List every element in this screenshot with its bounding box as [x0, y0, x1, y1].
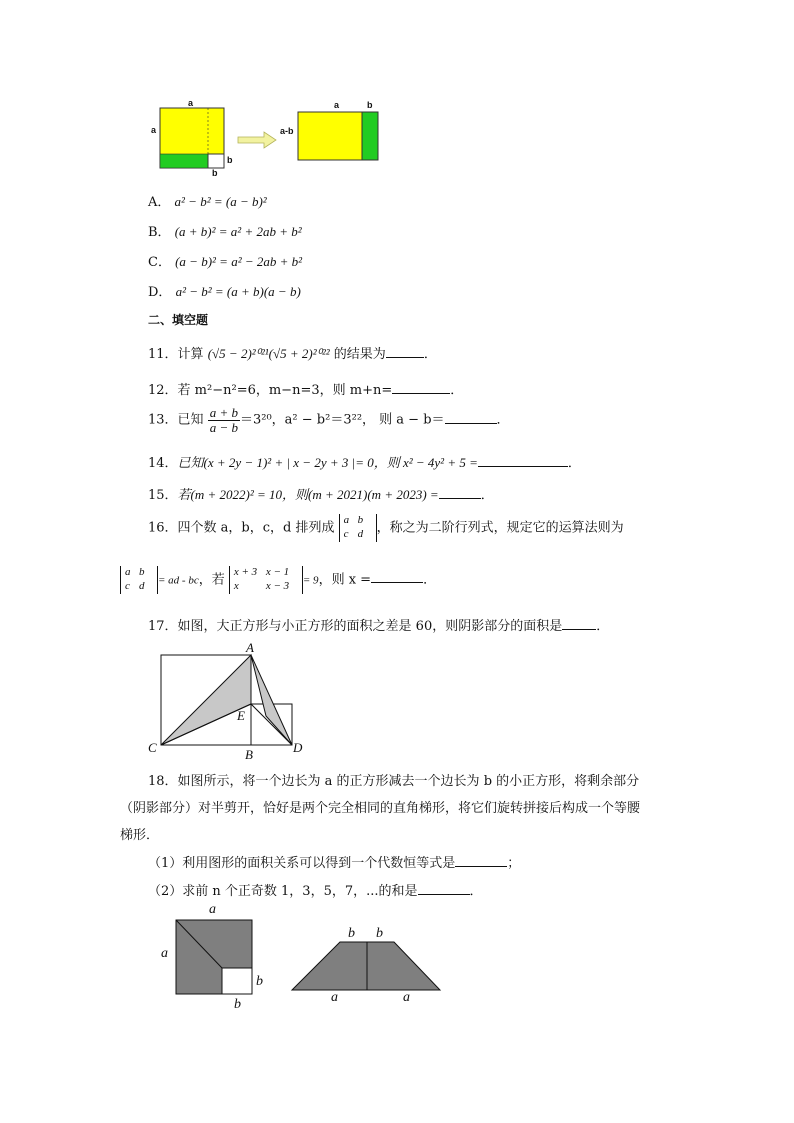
- answer-blank-16[interactable]: [371, 570, 423, 583]
- label-rect-a-minus-b: a-b: [280, 126, 294, 136]
- answer-blank-11[interactable]: [386, 345, 424, 358]
- question-16-line-1: 16．四个数 a，b，c，d 排列成 a b c d ，称之为二阶行列式，规定它的运算法则为: [148, 514, 624, 540]
- green-strip: [160, 154, 208, 168]
- question-14: 14．已知(x + 2y − 1)² + | x − 2y + 3 |= 0，则 x² − 4y² + 5 = ．: [148, 455, 581, 471]
- option-b[interactable]: B． (a + b)² = a² + 2ab + b²: [148, 224, 302, 240]
- answer-blank-13[interactable]: [445, 411, 497, 424]
- fig18-label-trap-a1: a: [331, 990, 338, 1005]
- question-18-part-1: （1）利用图形的面积关系可以得到一个代数恒等式是 ；: [148, 856, 521, 871]
- label-rect-b: b: [367, 100, 373, 110]
- option-d[interactable]: D． a² − b² = (a + b)(a − b): [148, 284, 301, 300]
- question-17: 17．如图，大正方形与小正方形的面积之差是 60，则阴影部分的面积是 ．: [148, 619, 610, 634]
- question-16-line-2: a b c d = ad - bc，若 x + 3 x − 1 x x − 3 = 9，则 x = ．: [120, 566, 436, 594]
- question-18-line-1: 18．如图所示，将一个边长为 a 的正方形减去一个边长为 b 的小正方形，将剩余部分: [148, 774, 640, 789]
- label-left-a: a: [151, 125, 157, 135]
- fig18-label-trap-a2: a: [403, 990, 410, 1005]
- question-12: 12．若 m²−n²=6，m−n=3，则 m+n= ．: [148, 383, 464, 398]
- determinant-x: x + 3 x − 1 x x − 3: [229, 566, 303, 594]
- point-e-label: E: [237, 708, 245, 723]
- determinant-abcd: a b c d: [339, 514, 377, 542]
- question-18-part-2: （2）求前 n 个正奇数 1，3，5，7，...的和是 ．: [148, 884, 483, 899]
- yellow-rectangle: [298, 112, 362, 160]
- fraction: $\frac{a + b}{a - b}$: [209, 405, 238, 435]
- green-column: [362, 112, 378, 160]
- fig18-label-left-a: a: [161, 946, 168, 961]
- label-bottom-b: b: [212, 168, 218, 178]
- section-title: 二、填空题: [148, 313, 209, 327]
- label-rect-a: a: [334, 100, 340, 110]
- answer-blank-18-2[interactable]: [418, 882, 470, 895]
- answer-blank-14[interactable]: [478, 454, 568, 467]
- answer-blank-12[interactable]: [392, 381, 450, 394]
- fig18-label-bottom-b: b: [234, 997, 241, 1012]
- fig18-label-trap-b2: b: [376, 926, 383, 941]
- fig18-label-right-b: b: [256, 974, 263, 989]
- point-b-label: B: [245, 747, 253, 762]
- point-d-label: D: [293, 740, 303, 755]
- question-15: 15．若(m + 2022)² = 10，则(m + 2021)(m + 2023) = ．: [148, 487, 494, 503]
- option-a[interactable]: A． a² − b² = (a − b)²: [148, 194, 267, 210]
- small-white-square: [208, 154, 224, 168]
- figure-square-and-trapezoid: [160, 900, 460, 1020]
- point-a-label: A: [246, 640, 254, 655]
- cutout-white-square: [222, 968, 252, 994]
- question-18-line-2: （阴影部分）对半剪开，恰好是两个完全相同的直角梯形，将它们旋转拼接后构成一个等腰: [120, 801, 641, 816]
- question-13: 13．已知 $\frac{a + b}{a - b}$ ＝3²⁰，a² − b²＝3²²， 则 a − b＝ ．: [148, 405, 510, 435]
- answer-blank-15[interactable]: [439, 486, 481, 499]
- answer-blank-18-1[interactable]: [455, 854, 507, 867]
- answer-blank-17[interactable]: [562, 617, 596, 630]
- right-arrow-icon: [238, 132, 276, 148]
- fig18-label-trap-b1: b: [348, 926, 355, 941]
- point-c-label: C: [148, 740, 157, 755]
- question-11: 11．计算 (√5 − 2)²⁰²¹(√5 + 2)²⁰²² 的结果为 ．: [148, 346, 437, 362]
- determinant-rule: a b c d: [120, 566, 158, 594]
- label-top-a: a: [188, 98, 194, 108]
- figure-square-to-rectangle: [140, 96, 400, 186]
- question-18-line-3: 梯形．: [120, 828, 160, 843]
- shaded-triangle-left: [161, 655, 251, 745]
- isosceles-trapezoid: [292, 942, 440, 990]
- option-c[interactable]: C． (a − b)² = a² − 2ab + b²: [148, 254, 303, 270]
- fig18-label-top-a: a: [209, 902, 216, 917]
- label-right-b: b: [227, 155, 233, 165]
- shaded-triangle-right: [251, 655, 292, 745]
